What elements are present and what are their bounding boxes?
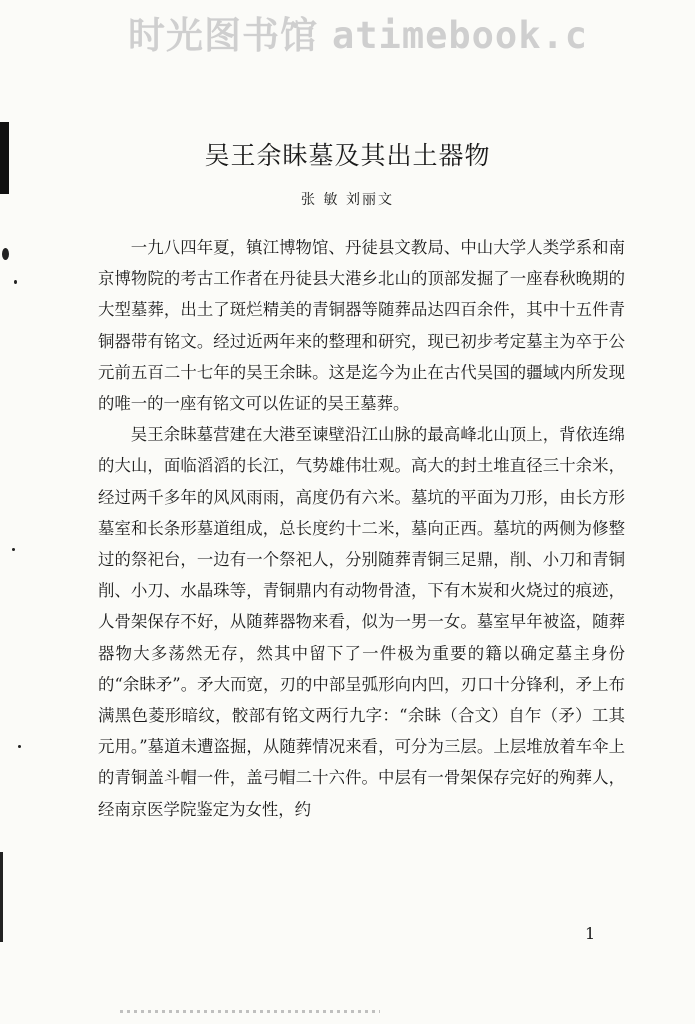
body-paragraph: 一九八四年夏，镇江博物馆、丹徒县文教局、中山大学人类学系和南京博物院的考古工作者在丹徒县大港乡北山的顶部发掘了一座春秋晚期的大型墓葬，出土了斑烂精美的青铜器等随葬品达四百余件，其中十五件青铜器带有铭文。经过近两年来的整理和研究，现已初步考定墓主为卒于公元前五百二十七年的吴王余眛。这是迄今为止在古代吴国的疆域内所发现的唯一的一座有铭文可以佐证的吴王墓葬。 (98, 238, 625, 414)
article-authors: 张 敏 刘丽文 (301, 192, 394, 208)
scan-edge-dot (2, 248, 9, 260)
scan-speck (18, 745, 21, 748)
scan-edge-glyphs (0, 852, 10, 942)
watermark-cjk: 时光图书馆 (128, 14, 318, 57)
scan-speck (14, 280, 17, 284)
watermark (128, 10, 695, 62)
scan-bottom-noise (120, 1010, 380, 1013)
page-number: 1 (585, 924, 596, 943)
body-paragraph: 吴王余眛墓营建在大港至谏壁沿江山脉的最高峰北山顶上，背依连绵的大山，面临滔滔的长江，气势雄伟壮观。高大的封土堆直径三十余米，经过两千多年的风风雨雨，高度仍有六米。墓坑的平面为刀形，由长方形墓室和长条形墓道组成，总长度约十二米，墓向正西。墓坑的两侧为修整过的祭祀台，一边有一个祭祀人，分别随葬青铜三足鼎，削、小刀和青铜削、小刀、水晶珠等，青铜鼎内有动物骨渣，下有木炭和火烧过的痕迹，人骨架保存不好，从随葬器物来看，似为一男一女。墓室早年被盗，随葬器物大多荡然无存，然其中留下了一件极为重要的籍以确定墓主身份的“余眛矛”。矛大而宽，刃的中部呈弧形向内凹，刃口十分锋利，矛上布满黑色菱形暗纹，骹部有铭文两行九字：“余眛（合文）自乍（矛）工其元用。”墓道未遭盗掘，从随葬情况来看，可分为三层。上层堆放着车伞上的青铜盖斗帽一件，盖弓帽二十六件。中层有一骨架保存完好的殉葬人，经南京医学院鉴定为女性，约 (98, 425, 625, 819)
article-title: 吴王余眛墓及其出土器物 (204, 141, 491, 170)
watermark-latin: atimebook.c (332, 14, 589, 57)
article-body (98, 232, 625, 825)
scan-speck (12, 548, 15, 551)
